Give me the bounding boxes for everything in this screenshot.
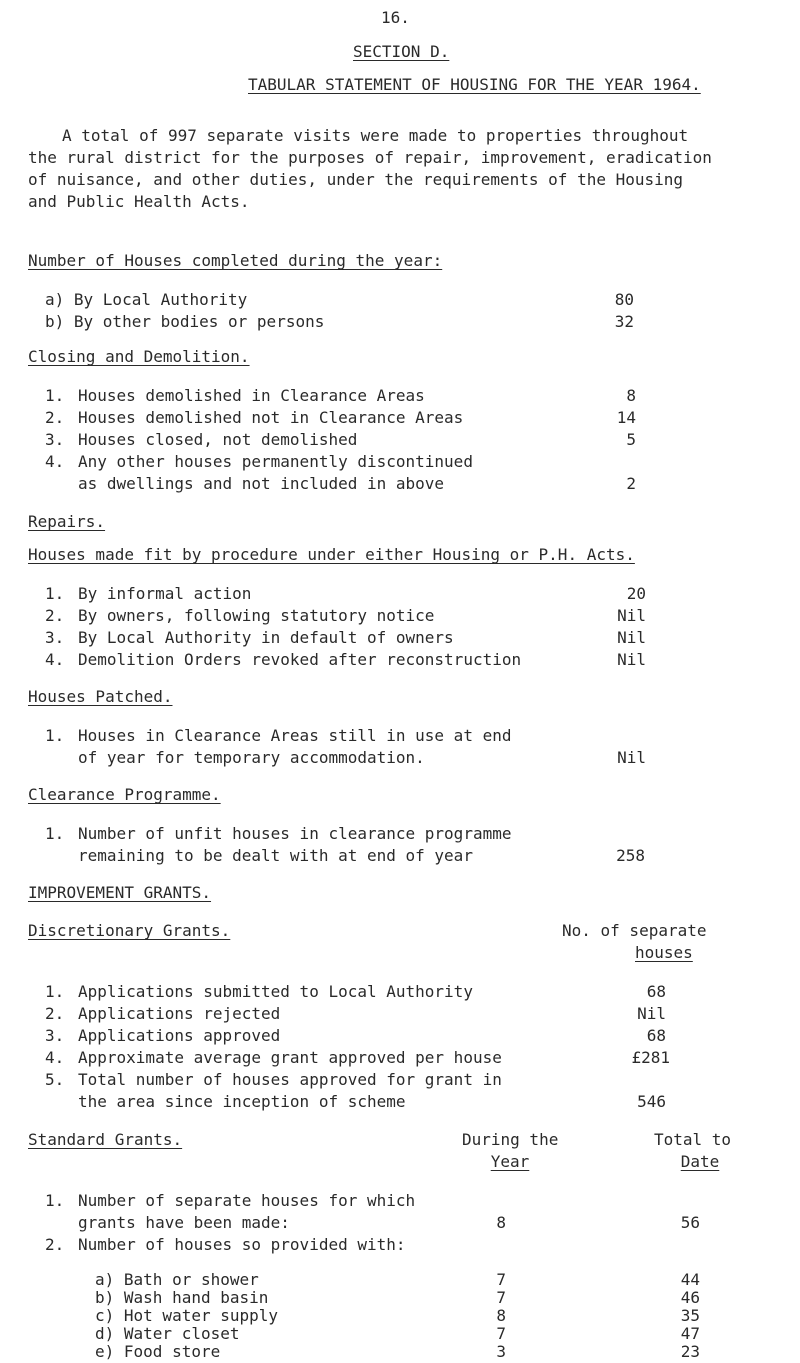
total-value: 47 xyxy=(680,1324,700,1343)
column-header: During the xyxy=(462,1130,559,1149)
list-value: Nil xyxy=(617,650,646,669)
closing-heading: Closing and Demolition. xyxy=(28,347,250,366)
list-item: Demolition Orders revoked after reconstruction xyxy=(78,650,522,669)
item-number: 3. xyxy=(45,1026,65,1045)
list-item: b) By other bodies or persons xyxy=(45,312,325,331)
list-value: 8 xyxy=(626,386,636,405)
intro-line: and Public Health Acts. xyxy=(28,192,250,211)
amenity-item: e) Food store xyxy=(95,1342,221,1361)
item-number: 5. xyxy=(45,1070,65,1089)
item-number: 1. xyxy=(45,726,65,745)
list-value: 80 xyxy=(614,290,634,309)
item-number: 1. xyxy=(45,982,65,1001)
list-item: Applications rejected xyxy=(78,1004,281,1023)
item-number: 1. xyxy=(45,584,65,603)
year-value: 8 xyxy=(496,1213,506,1232)
intro-line: A total of 997 separate visits were made to properties throughout xyxy=(62,126,689,145)
discretionary-heading: Discretionary Grants. xyxy=(28,921,231,940)
list-value: 32 xyxy=(614,312,634,331)
list-value: Nil xyxy=(637,1004,666,1023)
list-value: 68 xyxy=(646,982,666,1001)
list-item: Houses demolished not in Clearance Areas xyxy=(78,408,464,427)
item-number: 2. xyxy=(45,408,65,427)
list-item: Number of unfit houses in clearance programme xyxy=(78,824,512,843)
item-number: 4. xyxy=(45,452,65,471)
repairs-subheading: Houses made fit by procedure under either Housing or P.H. Acts. xyxy=(28,545,635,564)
list-value: 546 xyxy=(637,1092,666,1111)
item-number: 1. xyxy=(45,1191,65,1210)
amenity-item: a) Bath or shower xyxy=(95,1270,259,1289)
list-item: By informal action xyxy=(78,584,252,603)
list-item: Houses in Clearance Areas still in use at end xyxy=(78,726,512,745)
year-value: 7 xyxy=(496,1324,506,1343)
item-number: 2. xyxy=(45,1235,65,1254)
document-subtitle: TABULAR STATEMENT OF HOUSING FOR THE YEAR 1964. xyxy=(248,75,701,94)
item-number: 2. xyxy=(45,1004,65,1023)
list-value: 14 xyxy=(616,408,636,427)
list-value: 2 xyxy=(626,474,636,493)
list-value: Nil xyxy=(617,606,646,625)
list-value: Nil xyxy=(617,748,646,767)
clearance-heading: Clearance Programme. xyxy=(28,785,221,804)
total-value: 46 xyxy=(680,1288,700,1307)
column-header: Total to xyxy=(654,1130,732,1149)
list-value: 20 xyxy=(626,584,646,603)
standard-heading: Standard Grants. xyxy=(28,1130,183,1149)
list-item: Houses demolished in Clearance Areas xyxy=(78,386,425,405)
list-item: Total number of houses approved for grant in xyxy=(78,1070,502,1089)
item-number: 2. xyxy=(45,606,65,625)
list-value: Nil xyxy=(617,628,646,647)
list-item: Number of separate houses for which xyxy=(78,1191,416,1210)
amenity-item: b) Wash hand basin xyxy=(95,1288,269,1307)
total-value: 44 xyxy=(680,1270,700,1289)
column-header: Date xyxy=(680,1152,720,1171)
list-value: £281 xyxy=(631,1048,670,1067)
list-item-continued: as dwellings and not included in above xyxy=(78,474,445,493)
item-number: 1. xyxy=(45,386,65,405)
section-title: SECTION D. xyxy=(353,42,450,61)
column-header: No. of separate xyxy=(562,921,707,940)
page-number: 16. xyxy=(381,8,410,27)
total-value: 56 xyxy=(680,1213,700,1232)
list-item: Any other houses permanently discontinued xyxy=(78,452,473,471)
total-value: 23 xyxy=(680,1342,700,1361)
year-value: 7 xyxy=(496,1288,506,1307)
item-number: 4. xyxy=(45,650,65,669)
list-item: a) By Local Authority xyxy=(45,290,248,309)
list-item: By owners, following statutory notice xyxy=(78,606,435,625)
amenity-item: c) Hot water supply xyxy=(95,1306,279,1325)
item-number: 3. xyxy=(45,628,65,647)
year-value: 3 xyxy=(496,1342,506,1361)
amenity-item: d) Water closet xyxy=(95,1324,240,1343)
list-item-continued: remaining to be dealt with at end of year xyxy=(78,846,473,865)
grants-heading: IMPROVEMENT GRANTS. xyxy=(28,883,212,902)
list-item: Applications approved xyxy=(78,1026,281,1045)
list-value: 68 xyxy=(646,1026,666,1045)
intro-line: of nuisance, and other duties, under the requirements of the Housing xyxy=(28,170,684,189)
list-item: Houses closed, not demolished xyxy=(78,430,358,449)
repairs-heading: Repairs. xyxy=(28,512,106,531)
item-number: 3. xyxy=(45,430,65,449)
year-value: 8 xyxy=(496,1306,506,1325)
total-value: 35 xyxy=(680,1306,700,1325)
completed-heading: Number of Houses completed during the year: xyxy=(28,251,443,270)
list-item-continued: grants have been made: xyxy=(78,1213,290,1232)
list-item: Number of houses so provided with: xyxy=(78,1235,406,1254)
item-number: 4. xyxy=(45,1048,65,1067)
list-value: 258 xyxy=(616,846,645,865)
list-value: 5 xyxy=(626,430,636,449)
list-item: Approximate average grant approved per house xyxy=(78,1048,502,1067)
list-item-continued: the area since inception of scheme xyxy=(78,1092,406,1111)
item-number: 1. xyxy=(45,824,65,843)
patched-heading: Houses Patched. xyxy=(28,687,173,706)
intro-line: the rural district for the purposes of repair, improvement, eradication xyxy=(28,148,712,167)
column-header: houses xyxy=(635,943,693,962)
list-item-continued: of year for temporary accommodation. xyxy=(78,748,425,767)
column-header: Year xyxy=(490,1152,530,1171)
year-value: 7 xyxy=(496,1270,506,1289)
list-item: By Local Authority in default of owners xyxy=(78,628,454,647)
list-item: Applications submitted to Local Authority xyxy=(78,982,473,1001)
